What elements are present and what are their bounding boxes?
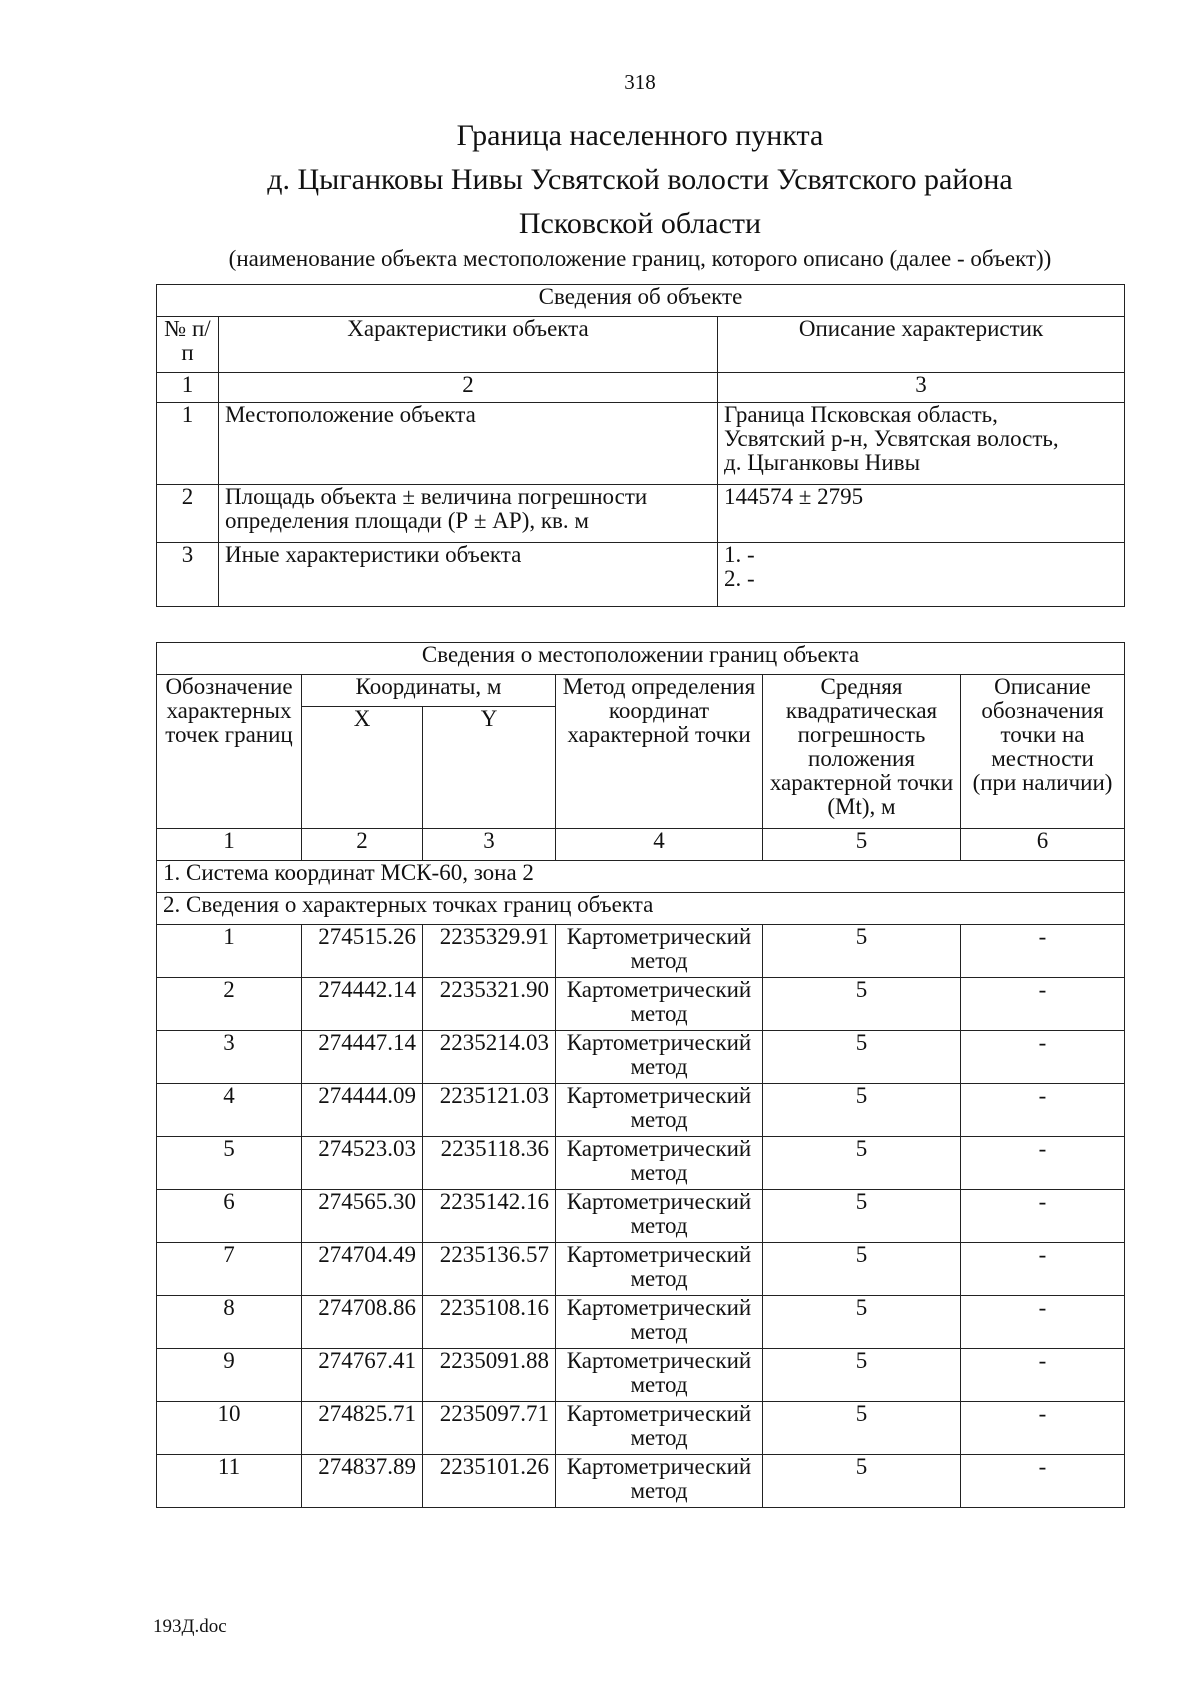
point-mean-error: 5 (763, 1137, 961, 1190)
point-method: Картометрический метод (556, 1349, 763, 1402)
point-mean-error: 5 (763, 1349, 961, 1402)
coordinate-x: 274444.09 (302, 1084, 423, 1137)
value-line: Граница Псковская область, (724, 402, 998, 427)
header-coordinates: Координаты, м (302, 675, 556, 707)
point-number: 7 (157, 1243, 302, 1296)
col-number-3: 3 (423, 829, 556, 861)
table-row (157, 1243, 1125, 1296)
header-mean-error: Средняя квадратическая погрешность положения характерной точки (Mt), м (763, 675, 961, 829)
point-number: 10 (157, 1402, 302, 1455)
coordinate-x: 274565.30 (302, 1190, 423, 1243)
value-line: Усвятский р-н, Усвятская волость, (724, 426, 1059, 451)
point-description: - (961, 1190, 1125, 1243)
col-number-3: 3 (718, 373, 1125, 403)
characteristic-value (718, 543, 1125, 607)
col-number-2: 2 (219, 373, 718, 403)
document-title-line-1: Граница населенного пункта (456, 119, 824, 152)
point-method: Картометрический метод (556, 1243, 763, 1296)
coordinate-x: 274837.89 (302, 1455, 423, 1508)
point-number: 2 (157, 978, 302, 1031)
point-method: Картометрический метод (556, 1190, 763, 1243)
coordinate-x: 274447.14 (302, 1031, 423, 1084)
header-row-number: № п/п (157, 317, 219, 373)
table-row (157, 1031, 1125, 1084)
coordinate-x: 274442.14 (302, 978, 423, 1031)
col-number-2: 2 (302, 829, 423, 861)
col-number-5: 5 (763, 829, 961, 861)
coordinate-y: 2235108.16 (423, 1296, 556, 1349)
coordinate-x: 274767.41 (302, 1349, 423, 1402)
point-method: Картометрический метод (556, 925, 763, 978)
coordinate-system-section: 1. Система координат МСК-60, зона 2 (157, 861, 1125, 893)
col-number-4: 4 (556, 829, 763, 861)
object-table-caption: Сведения об объекте (157, 285, 1125, 317)
coordinate-x: 274825.71 (302, 1402, 423, 1455)
name-line: определения площади (Р ± АР), кв. м (225, 508, 589, 533)
table-row (157, 978, 1125, 1031)
point-mean-error: 5 (763, 1031, 961, 1084)
point-number: 6 (157, 1190, 302, 1243)
header-point-description: Описание обозначения точки на местности (при наличии) (961, 675, 1125, 829)
point-description: - (961, 1137, 1125, 1190)
coordinate-y: 2235321.90 (423, 978, 556, 1031)
point-method: Картометрический метод (556, 1137, 763, 1190)
coordinate-x: 274523.03 (302, 1137, 423, 1190)
point-mean-error: 5 (763, 1455, 961, 1508)
point-description: - (961, 1455, 1125, 1508)
value-line: 1. - (724, 542, 755, 567)
point-description: - (961, 925, 1125, 978)
point-description: - (961, 1084, 1125, 1137)
header-method: Метод определения координат характерной точки (556, 675, 763, 829)
value-line: 2. - (724, 566, 755, 591)
coordinate-y: 2235101.26 (423, 1455, 556, 1508)
coordinate-y: 2235118.36 (423, 1137, 556, 1190)
table-row (157, 1402, 1125, 1455)
point-number: 4 (157, 1084, 302, 1137)
point-number: 1 (157, 925, 302, 978)
document-title-line-3: Псковской области (518, 207, 762, 240)
table-row (157, 1349, 1125, 1402)
table-row (157, 403, 1125, 485)
point-number: 9 (157, 1349, 302, 1402)
point-description: - (961, 1243, 1125, 1296)
coordinate-x: 274515.26 (302, 925, 423, 978)
point-number: 8 (157, 1296, 302, 1349)
document-subtitle: (наименование объекта местоположение границ, которого описано (далее - объект)) (228, 246, 1052, 271)
table-row (157, 925, 1125, 978)
footer-filename: 193Д.doc (153, 1616, 227, 1637)
table-row (157, 1455, 1125, 1508)
table-row (157, 1296, 1125, 1349)
coordinate-y: 2235121.03 (423, 1084, 556, 1137)
table-row (157, 1190, 1125, 1243)
point-number: 5 (157, 1137, 302, 1190)
point-number: 11 (157, 1455, 302, 1508)
header-characteristics: Характеристики объекта (219, 317, 718, 373)
header-designation: Обозначение характерных точек границ (157, 675, 302, 829)
table-row (157, 1084, 1125, 1137)
col-number-1: 1 (157, 829, 302, 861)
characteristic-name (219, 485, 718, 543)
point-mean-error: 5 (763, 978, 961, 1031)
points-section: 2. Сведения о характерных точках границ объекта (157, 893, 1125, 925)
point-mean-error: 5 (763, 1190, 961, 1243)
row-number: 2 (157, 485, 219, 543)
row-number: 3 (157, 543, 219, 607)
row-number: 1 (157, 403, 219, 485)
coordinate-y: 2235091.88 (423, 1349, 556, 1402)
point-number: 3 (157, 1031, 302, 1084)
point-description: - (961, 978, 1125, 1031)
object-info-table (156, 284, 1125, 607)
boundary-points-table (156, 642, 1125, 1508)
point-rows (157, 925, 1125, 1508)
coordinate-y: 2235142.16 (423, 1190, 556, 1243)
point-description: - (961, 1296, 1125, 1349)
point-description: - (961, 1349, 1125, 1402)
value-line: д. Цыганковы Нивы (724, 450, 921, 475)
col-number-6: 6 (961, 829, 1125, 861)
characteristic-name: Местоположение объекта (219, 403, 718, 485)
point-method: Картометрический метод (556, 1296, 763, 1349)
point-mean-error: 5 (763, 925, 961, 978)
header-description: Описание характеристик (718, 317, 1125, 373)
point-mean-error: 5 (763, 1084, 961, 1137)
point-method: Картометрический метод (556, 1084, 763, 1137)
header-y: Y (423, 707, 556, 829)
col-number-1: 1 (157, 373, 219, 403)
coordinate-x: 274708.86 (302, 1296, 423, 1349)
table-row (157, 543, 1125, 607)
coordinate-y: 2235097.71 (423, 1402, 556, 1455)
point-mean-error: 5 (763, 1402, 961, 1455)
points-table-caption: Сведения о местоположении границ объекта (157, 643, 1125, 675)
coordinate-x: 274704.49 (302, 1243, 423, 1296)
point-method: Картометрический метод (556, 1402, 763, 1455)
point-method: Картометрический метод (556, 1031, 763, 1084)
coordinate-y: 2235214.03 (423, 1031, 556, 1084)
point-method: Картометрический метод (556, 1455, 763, 1508)
characteristic-name: Иные характеристики объекта (219, 543, 718, 607)
point-mean-error: 5 (763, 1296, 961, 1349)
page-number: 318 (624, 70, 656, 94)
point-mean-error: 5 (763, 1243, 961, 1296)
table-row (157, 1137, 1125, 1190)
header-x: X (302, 707, 423, 829)
document-title-line-2: д. Цыганковы Нивы Усвятской волости Усвятского района (267, 163, 1013, 196)
characteristic-value (718, 403, 1125, 485)
point-description: - (961, 1402, 1125, 1455)
table-row (157, 485, 1125, 543)
characteristic-value: 144574 ± 2795 (718, 485, 1125, 543)
coordinate-y: 2235136.57 (423, 1243, 556, 1296)
name-line: Площадь объекта ± величина погрешности (225, 484, 648, 509)
point-description: - (961, 1031, 1125, 1084)
point-method: Картометрический метод (556, 978, 763, 1031)
coordinate-y: 2235329.91 (423, 925, 556, 978)
